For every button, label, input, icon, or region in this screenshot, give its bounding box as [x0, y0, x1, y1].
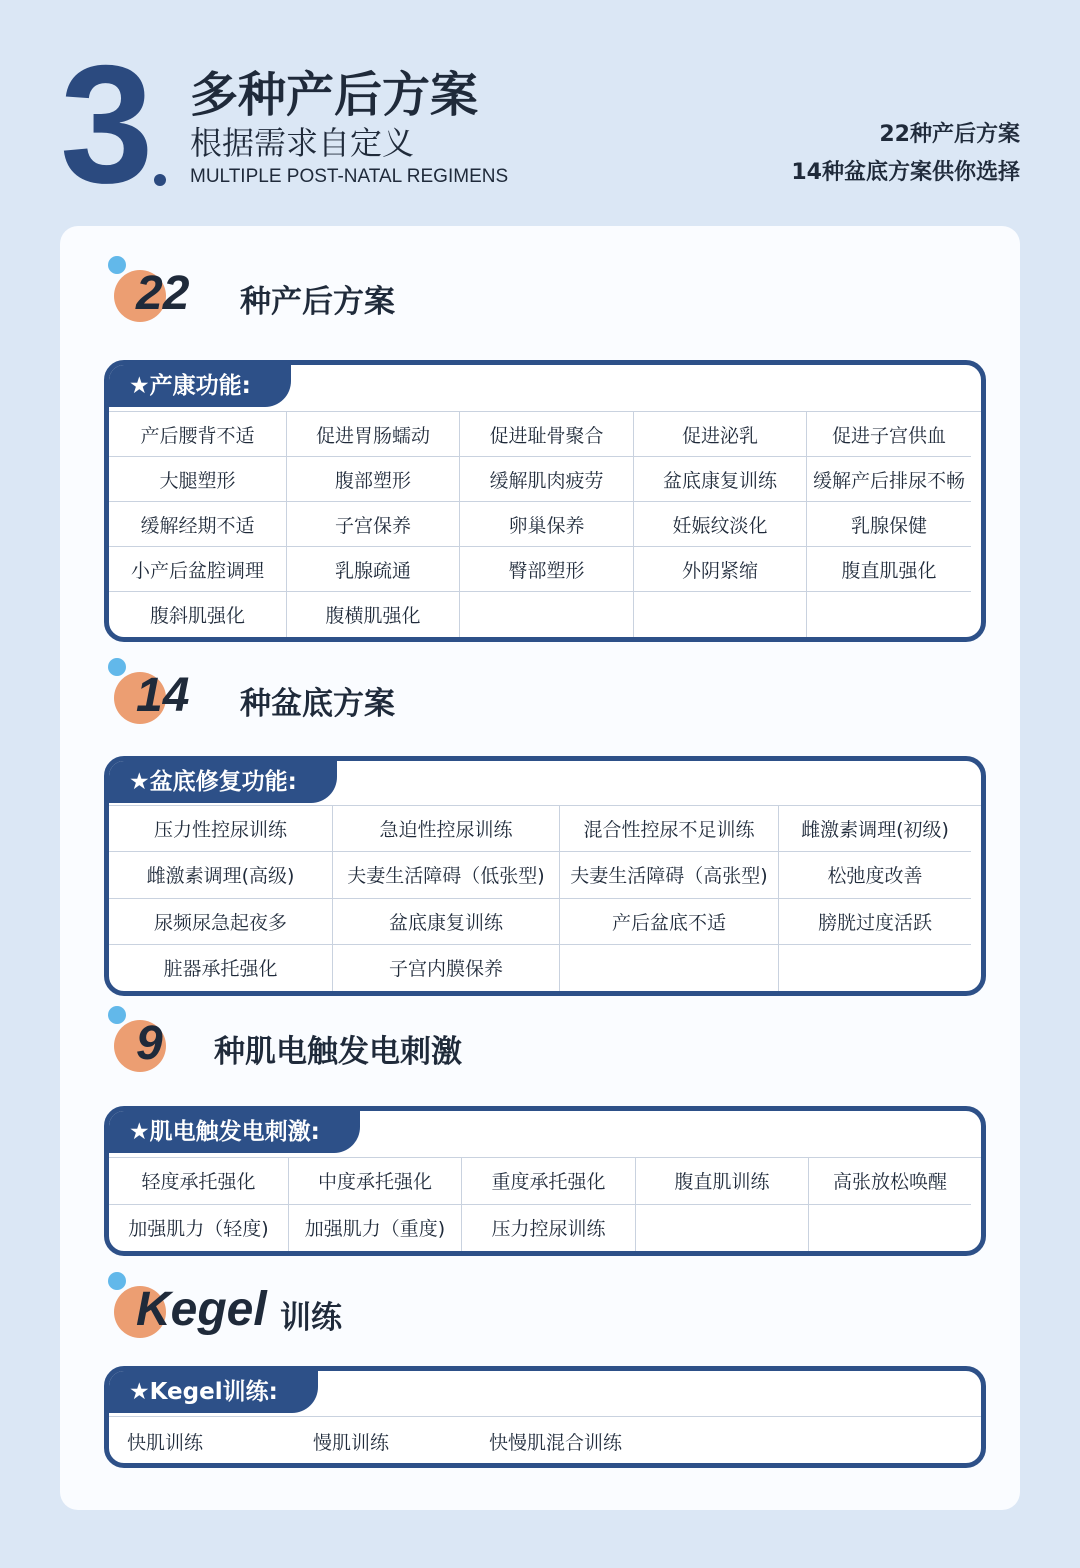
table-cell: 臀部塑形: [460, 547, 634, 592]
table-cell: 夫妻生活障碍（低张型): [333, 852, 560, 898]
table-cell: [460, 592, 634, 637]
table-cell: 大腿塑形: [109, 457, 287, 502]
summary-line-1: 22种产后方案: [879, 122, 1020, 147]
kegel-item: 快慢肌混合训练: [489, 1432, 623, 1454]
table-cell: 混合性控尿不足训练: [560, 806, 779, 852]
table-cell: 压力控尿训练: [462, 1205, 636, 1252]
table-cell: 小产后盆腔调理: [109, 547, 287, 592]
table-cell: 膀胱过度活跃: [779, 899, 971, 945]
table-cell: 腹直肌训练: [636, 1158, 809, 1205]
page-subtitle: 根据需求自定义: [190, 124, 415, 162]
table-cell: [560, 945, 779, 991]
table-cell: 促进子宫供血: [807, 412, 971, 457]
kegel-panel: [104, 1366, 986, 1468]
section-count: 14: [136, 669, 190, 722]
table-cell: 松弛度改善: [779, 852, 971, 898]
table-cell: 促进泌乳: [634, 412, 807, 457]
page-english-subtitle: MULTIPLE POST-NATAL REGIMENS: [190, 166, 509, 187]
table-cell: [807, 592, 971, 637]
blue-dot-icon: [108, 256, 126, 274]
table-cell: 盆底康复训练: [634, 457, 807, 502]
table-cell: 中度承托强化: [289, 1158, 462, 1205]
table-cell: [809, 1205, 971, 1252]
table-cell: 腹部塑形: [287, 457, 460, 502]
table-cell: 腹斜肌强化: [109, 592, 287, 637]
table-cell: 加强肌力（轻度): [109, 1205, 289, 1252]
panel-tag: ★Kegel训练:: [109, 1371, 318, 1413]
table-cell: 加强肌力（重度): [289, 1205, 462, 1252]
table-cell: 产后盆底不适: [560, 899, 779, 945]
kegel-row: [109, 1416, 981, 1463]
table-cell: 乳腺保健: [807, 502, 971, 547]
content-card: [60, 226, 1020, 1510]
postnatal-panel: [104, 360, 986, 642]
emg-panel: [104, 1106, 986, 1256]
section-title: 种产后方案: [240, 284, 395, 320]
section-title: 训练: [280, 1300, 342, 1336]
table-cell: 产后腰背不适: [109, 412, 287, 457]
table-cell: 雌激素调理(高级): [109, 852, 333, 898]
section-heading-pelvic: [104, 658, 704, 728]
table-cell: 缓解产后排尿不畅: [807, 457, 971, 502]
panel-tag: ★产康功能:: [109, 365, 291, 407]
emg-grid: [109, 1157, 981, 1251]
table-cell: 促进胃肠蠕动: [287, 412, 460, 457]
table-cell: 外阴紧缩: [634, 547, 807, 592]
table-cell: 腹横肌强化: [287, 592, 460, 637]
blue-dot-icon: [108, 658, 126, 676]
section-number: 3: [60, 30, 150, 218]
table-cell: 重度承托强化: [462, 1158, 636, 1205]
page-title: 多种产后方案: [190, 67, 479, 123]
number-dot: [154, 174, 166, 186]
section-heading-emg: [104, 1006, 704, 1076]
table-cell: 脏器承托强化: [109, 945, 333, 991]
table-cell: 缓解经期不适: [109, 502, 287, 547]
table-cell: 子宫内膜保养: [333, 945, 560, 991]
section-count: 9: [136, 1017, 163, 1070]
section-title: 种肌电触发电刺激: [214, 1034, 462, 1070]
blue-dot-icon: [108, 1272, 126, 1290]
kegel-item: 快肌训练: [127, 1432, 204, 1454]
table-cell: 压力性控尿训练: [109, 806, 333, 852]
pelvic-panel: [104, 756, 986, 996]
table-cell: 急迫性控尿训练: [333, 806, 560, 852]
table-cell: [634, 592, 807, 637]
section-title: 种盆底方案: [240, 686, 395, 722]
table-cell: 雌激素调理(初级): [779, 806, 971, 852]
table-cell: 盆底康复训练: [333, 899, 560, 945]
panel-tag: ★盆底修复功能:: [109, 761, 337, 803]
summary-line-2: 14种盆底方案供你选择: [791, 160, 1020, 185]
table-cell: 子宫保养: [287, 502, 460, 547]
header-summary: [791, 116, 1020, 192]
blue-dot-icon: [108, 1006, 126, 1024]
section-heading-postnatal: [104, 256, 704, 326]
table-cell: 缓解肌肉疲劳: [460, 457, 634, 502]
kegel-item: 慢肌训练: [313, 1432, 390, 1454]
postnatal-grid: [109, 411, 981, 637]
pelvic-grid: [109, 805, 981, 991]
table-cell: [779, 945, 971, 991]
table-cell: 妊娠纹淡化: [634, 502, 807, 547]
table-cell: 乳腺疏通: [287, 547, 460, 592]
table-cell: [636, 1205, 809, 1252]
table-cell: 轻度承托强化: [109, 1158, 289, 1205]
panel-tag: ★肌电触发电刺激:: [109, 1111, 360, 1153]
section-heading-kegel: [104, 1272, 704, 1342]
table-cell: 尿频尿急起夜多: [109, 899, 333, 945]
table-cell: 卵巢保养: [460, 502, 634, 547]
table-cell: 高张放松唤醒: [809, 1158, 971, 1205]
table-cell: 夫妻生活障碍（高张型): [560, 852, 779, 898]
section-count: Kegel: [136, 1283, 267, 1336]
table-cell: 腹直肌强化: [807, 547, 971, 592]
section-count: 22: [136, 267, 190, 320]
table-cell: 促进耻骨聚合: [460, 412, 634, 457]
